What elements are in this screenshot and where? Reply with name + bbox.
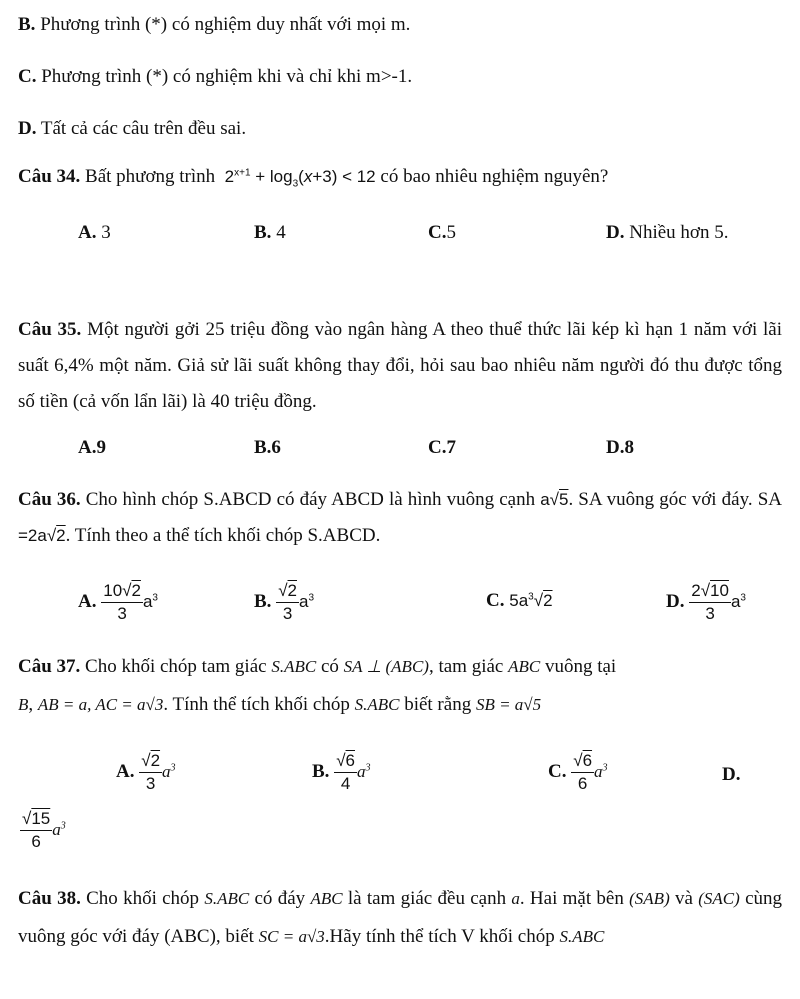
sa-formula: =2a√2: [18, 526, 66, 545]
q35-option-b: B.6: [254, 437, 281, 458]
option-label: B.: [312, 760, 330, 782]
math-sabc: S.ABC: [204, 889, 250, 908]
question-37: Câu 37. Cho khối chóp tam giác S.ABC có SA ⊥ (ABC), tam giác ABC vuông tại B, AB = a, AC = a√3. Tính thể tích khối chóp S.ABC biết rằng SB = a√5: [18, 656, 617, 715]
math-sab: (SAB): [629, 889, 670, 908]
option-label: B.: [18, 14, 36, 35]
option-label: C.: [18, 66, 37, 87]
option-label: A.: [78, 590, 97, 612]
math-sc: SC = a√3: [258, 927, 325, 946]
question-text: Cho khối chóp: [80, 888, 205, 909]
question-35: [18, 312, 782, 420]
option-label: C.: [548, 760, 567, 782]
question-label: Câu 35.: [18, 319, 82, 340]
option-text: 5: [446, 222, 456, 243]
option-label: D.: [722, 764, 741, 785]
question-text: cùng vuông góc với đáy (ABC), biết: [18, 888, 782, 947]
question-text: Bất phương trình: [80, 166, 220, 187]
math-perp: SA ⊥ (ABC): [343, 657, 429, 676]
question-text: có: [316, 656, 344, 677]
side-formula: a√5: [540, 490, 569, 509]
question-text: và: [669, 888, 699, 909]
question-38: [18, 880, 782, 956]
fraction: $\frac{√2}{3}$: [141, 751, 161, 793]
option-label: D.: [18, 118, 37, 139]
option-d-prev: [18, 118, 246, 140]
q35-option-c: C.7: [428, 437, 456, 458]
q34-option-d: [606, 222, 728, 244]
question-text: Cho khối chóp tam giác: [80, 656, 272, 677]
math-sb: SB = a√5: [475, 695, 542, 714]
question-label: Câu 36.: [18, 489, 81, 510]
question-label: Câu 34.: [18, 166, 81, 187]
math-sabc: S.ABC: [354, 695, 400, 714]
question-text-after: có bao nhiêu nghiệm nguyên?: [375, 166, 609, 187]
option-label: C.: [428, 222, 447, 243]
option-label: D.: [666, 590, 685, 612]
question-text: Một người gởi 25 triệu đồng vào ngân hàng A theo thuể thức lãi kép kì hạn 1 năm với lãi suất 6,4% một năm. Giả sử lãi suất không thay đổi, hỏi sau bao nhiêu năm người đó thu được tổng số tiền (cả vốn lẩn lãi) là 40 triệu đồng.: [18, 319, 782, 412]
math-abc: ABC: [508, 657, 541, 676]
question-text: Cho hình chóp S.ABCD có đáy ABCD là hình vuông cạnh: [80, 489, 541, 510]
q35-option-a: A.9: [78, 437, 106, 458]
option-b-prev: [18, 14, 410, 36]
question-text: , tam giác: [428, 656, 509, 677]
option-text: Nhiều hơn 5.: [624, 222, 729, 243]
question-text: .Hãy tính thể tích V khối chóp: [324, 926, 560, 947]
question-text: có đáy: [249, 888, 311, 909]
question-label: Câu 37.: [18, 656, 81, 677]
option-c-prev: [18, 66, 412, 88]
q36-option-b: B. $\frac{√2}{3}$ $a^3$: [254, 581, 315, 623]
option-text: 4: [271, 222, 286, 243]
math-sabc: S.ABC: [559, 927, 605, 946]
fraction: $\frac{√2}{3}$: [278, 581, 297, 623]
option-label: C.: [486, 590, 505, 611]
option-text: 3: [96, 222, 111, 243]
q37-option-a: A. $\frac{√2}{3}$ $a^3$: [116, 751, 176, 793]
fraction: $\frac{√6}{6}$: [573, 751, 593, 793]
q37-option-b: B. $\frac{√6}{4}$ $a^3$: [312, 751, 371, 793]
option-text: Phương trình (*) có nghiệm khi và chỉ khi m>-1.: [36, 66, 413, 87]
q34-option-a: [78, 222, 111, 244]
q34-option-b: [254, 222, 286, 244]
q37-option-d-value: $\frac{√15}{6}$ $a^3$: [22, 809, 66, 851]
option-label: A.: [116, 760, 135, 782]
q36-option-c: C. $5a^3√2$: [486, 590, 553, 611]
q36-option-a: A. $\frac{10√2}{3}$ $a^3$: [78, 581, 158, 623]
question-text: vuông tại: [540, 656, 617, 677]
fraction: $\frac{√15}{6}$: [22, 809, 51, 851]
math-sabc: S.ABC: [271, 657, 317, 676]
option-label: B.: [254, 590, 272, 612]
math-abc: ABC: [310, 889, 343, 908]
question-label: Câu 38.: [18, 888, 81, 909]
q37-option-d: [722, 764, 740, 786]
q36-option-d: D. $\frac{2√10}{3}$ $a^3$: [666, 581, 746, 623]
question-text: . Tính theo a thể tích khối chóp S.ABCD.: [65, 525, 381, 546]
fraction: $\frac{2√10}{3}$: [691, 581, 729, 623]
math-given: AB = a, AC = a√3: [37, 695, 164, 714]
q34-option-c: [428, 222, 456, 244]
question-text: biết rằng: [399, 694, 476, 715]
math-b: B: [18, 695, 29, 714]
math-sac: (SAC): [698, 889, 740, 908]
math-a: a: [511, 889, 520, 908]
fraction: $\frac{√6}{4}$: [336, 751, 355, 793]
option-label: D.: [606, 222, 625, 243]
question-text: . SA vuông góc với đáy. SA: [568, 489, 783, 510]
question-text: . Tính thể tích khối chóp: [163, 694, 355, 715]
option-text: Phương trình (*) có nghiệm duy nhất với mọi m.: [35, 14, 411, 35]
question-text: là tam giác đều cạnh: [342, 888, 512, 909]
fraction: $\frac{10√2}{3}$: [103, 581, 141, 623]
question-36: [18, 482, 782, 554]
q35-option-d: D.8: [606, 437, 634, 458]
formula-34: $2^{x+1} + \log_3(x+3) < 12$: [219, 167, 376, 190]
option-label: B.: [254, 222, 272, 243]
question-text: . Hai mặt bên: [519, 888, 630, 909]
option-text: Tất cả các câu trên đều sai.: [36, 118, 247, 139]
question-34: [18, 166, 608, 189]
option-label: A.: [78, 222, 97, 243]
q37-option-c: C. $\frac{√6}{6}$ $a^3$: [548, 751, 608, 793]
